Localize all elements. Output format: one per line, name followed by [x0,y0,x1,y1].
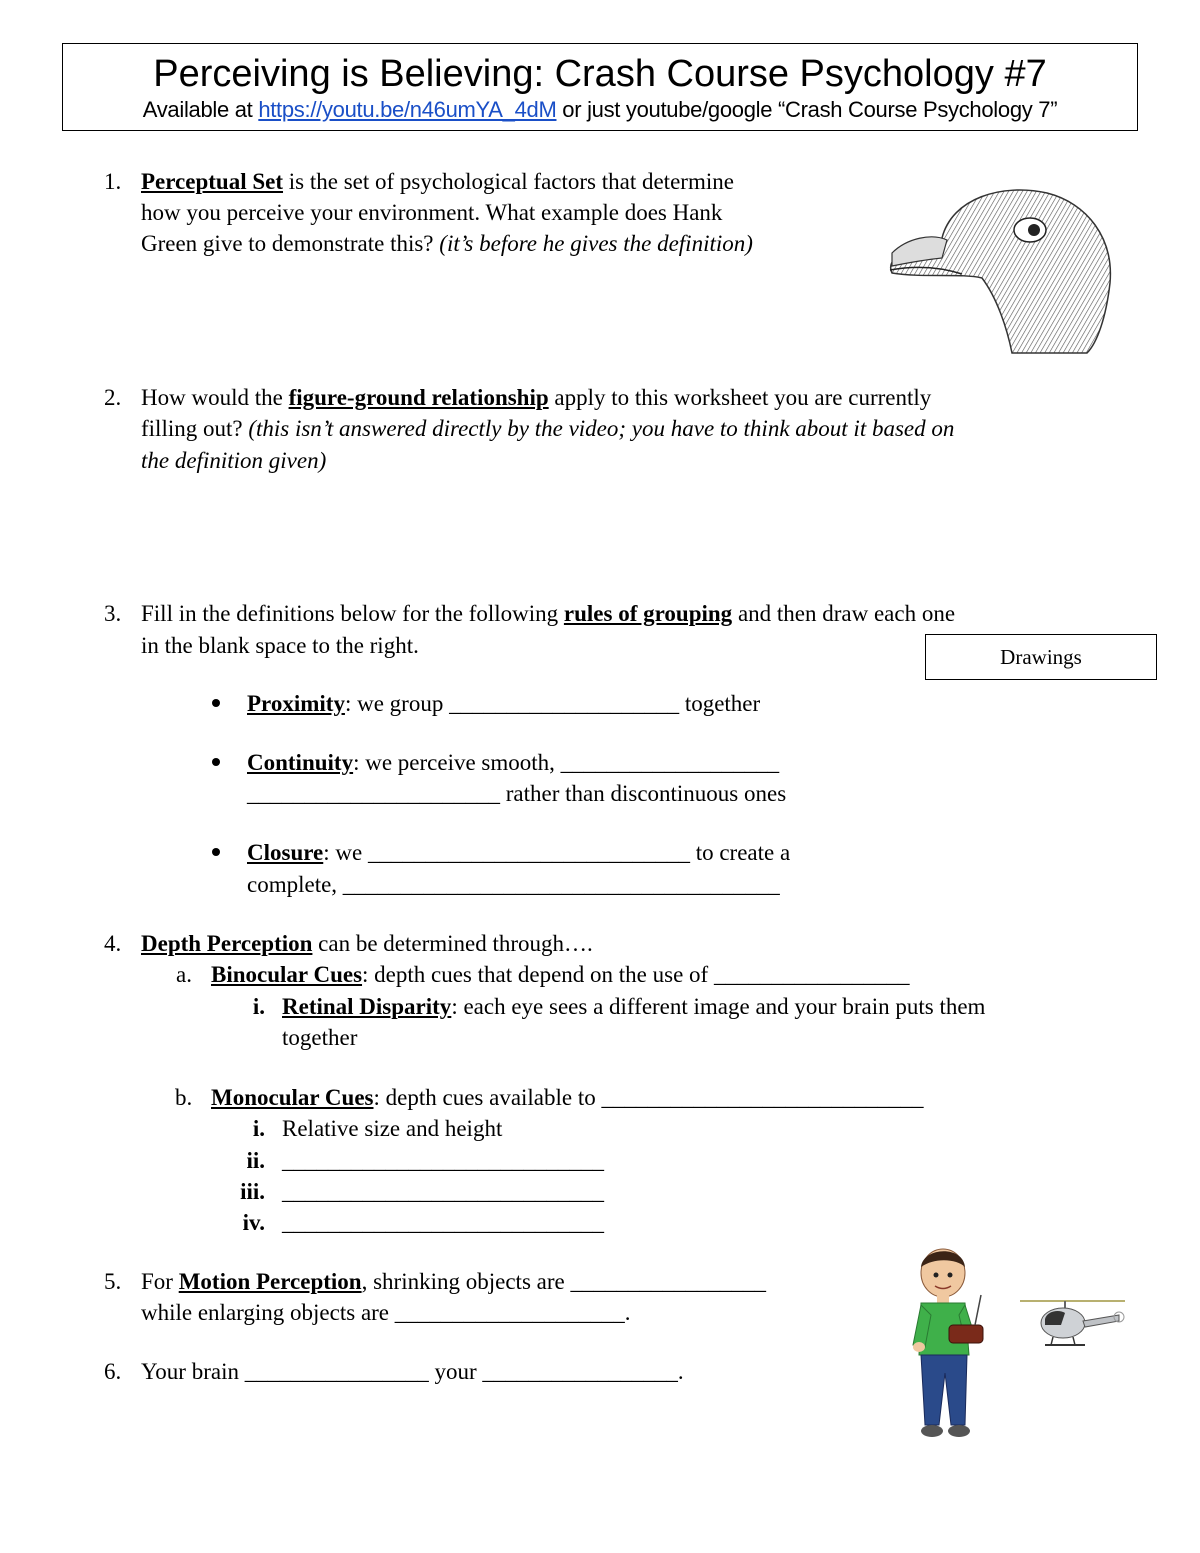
q6-number: 6. [104,1359,122,1384]
q1-term: Perceptual Set [141,169,284,194]
continuity-text: : we perceive smooth, ___________________ [353,750,780,775]
closure-text: : we ____________________________ to create a [323,840,791,865]
continuity-item [247,747,779,778]
monocular-text: : depth cues available to ____________________________ [373,1085,924,1110]
q4b-item-label: iii. [240,1179,265,1204]
bullet-icon [212,848,220,856]
duck-rabbit-image [882,178,1122,358]
subtitle-suffix: or just youtube/google “Crash Course Psychology 7” [556,97,1058,122]
retinal-disparity-text: : each eye sees a different image and your brain puts them [451,994,986,1019]
drawings-label-box: Drawings [925,634,1157,680]
q2-line2-text: filling out? [141,416,249,441]
binocular-text: : depth cues that depend on the use of _________________ [362,962,910,987]
q4b-item-text: ____________________________ [282,1179,604,1204]
continuity-term: Continuity [247,750,354,775]
q2-line1-post: apply to this worksheet you are currently [548,385,932,410]
bullet-icon [212,758,220,766]
q5-line1-post: , shrinking objects are _________________ [361,1269,766,1294]
q4b-item-label: iv. [242,1210,265,1235]
q4-number: 4. [104,931,122,956]
q3-line1-pre: Fill in the definitions below for the following [141,601,564,626]
monocular-item [211,1082,924,1113]
q4b-label: b. [175,1085,193,1110]
q4-term: Depth Perception [141,931,313,956]
q1-line3-text: Green give to demonstrate this? [141,231,440,256]
q1-line1-rest: is the set of psychological factors that determine [283,169,734,194]
q3-line2: in the blank space to the right. [141,633,419,658]
q1-line2: how you perceive your environment. What example does Hank [141,200,723,225]
helicopter-icon [1015,1295,1130,1357]
q4a-label: a. [176,962,192,987]
boy-icon [905,1245,1005,1445]
page-title: Perceiving is Believing: Crash Course Psychology #7 [153,53,1047,95]
q2-line2-italic: (this isn’t answered directly by the video; you have to think about it based on [248,416,955,441]
q2-line1-pre: How would the [141,385,289,410]
q1-line3-italic: (it’s before he gives the definition) [439,231,753,256]
q1-number: 1. [104,169,122,194]
binocular-term: Binocular Cues [211,962,363,987]
q3-term: rules of grouping [563,601,733,626]
proximity-text: : we group ____________________ together [344,691,761,716]
q1-line1 [141,166,734,197]
q3-line1-post: and then draw each one [732,601,956,626]
q5-line1 [141,1266,766,1297]
q4b-item-text: ____________________________ [282,1148,604,1173]
boy-image [905,1245,1005,1445]
q5-number: 5. [104,1269,122,1294]
q2-term: figure-ground relationship [288,385,549,410]
q1-line3 [141,228,753,259]
q2-line1 [141,382,931,413]
q3-number: 3. [104,601,122,626]
q4b-item-text: ____________________________ [282,1210,604,1235]
retinal-disparity-line2: together [282,1025,358,1050]
q4b-item-label: ii. [246,1148,265,1173]
closure-line2: complete, ______________________________________ [247,872,780,897]
video-link[interactable]: https://youtu.be/n46umYA_4dM [258,97,557,122]
continuity-line2: ______________________ rather than discontinuous ones [247,781,787,806]
bullet-icon [212,699,220,707]
retinal-disparity-term: Retinal Disparity [282,994,452,1019]
duck-rabbit-icon [882,178,1122,358]
q2-number: 2. [104,385,122,410]
subtitle-prefix: Available at [142,97,259,122]
q4b-item-text: Relative size and height [282,1116,503,1141]
q4-line1 [141,928,593,959]
proximity-item [247,688,760,719]
closure-item [247,837,790,868]
proximity-term: Proximity [247,691,345,716]
binocular-item [211,959,909,990]
helicopter-image [1015,1295,1130,1357]
q5-pre: For [141,1269,179,1294]
q4-line1-post: can be determined through…. [312,931,593,956]
q3-line1 [141,598,955,629]
q4b-item-label: i. [252,1116,265,1141]
q2-line3: the definition given) [141,448,327,473]
closure-term: Closure [247,840,324,865]
title-box [62,43,1138,131]
q6-line: Your brain ________________ your _________________. [141,1359,684,1384]
retinal-disparity-item [282,991,985,1022]
q5-line2: while enlarging objects are ____________________. [141,1300,631,1325]
q4a-i-label: i. [252,994,265,1019]
title-subtitle [63,96,1137,124]
q2-line2 [141,413,954,444]
monocular-term: Monocular Cues [211,1085,374,1110]
q5-term: Motion Perception [178,1269,362,1294]
